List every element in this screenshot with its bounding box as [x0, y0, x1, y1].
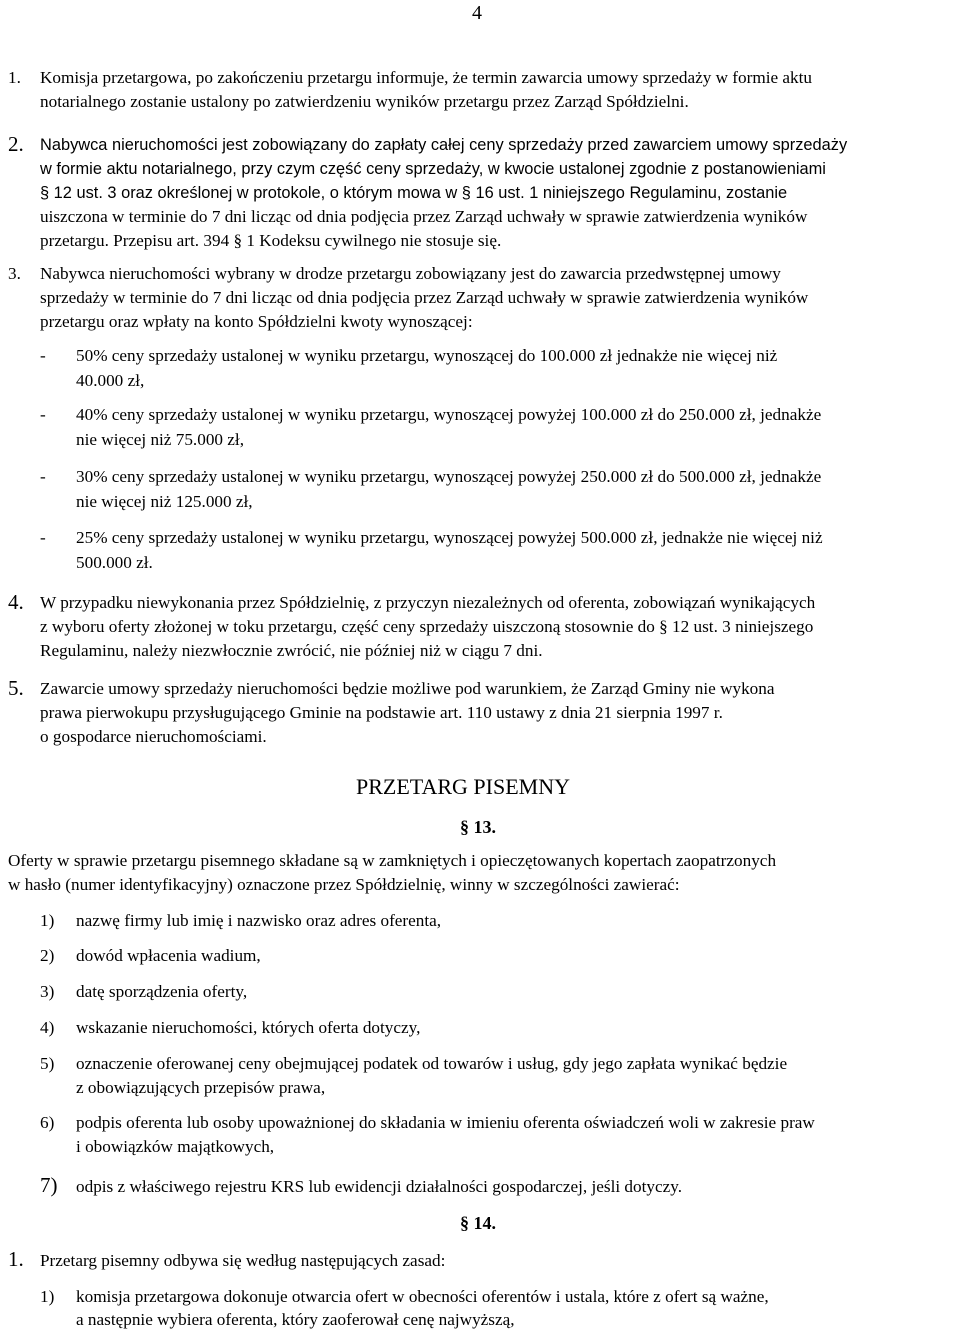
text-line: Zawarcie umowy sprzedaży nieruchomości będzie możliwe pod warunkiem, że Zarząd Gminy nie wykona	[40, 679, 775, 698]
text-line: 30% ceny sprzedaży ustalonej w wyniku przetargu, wynoszącej powyżej 250.000 zł do 500.000 zł, jednakże	[76, 467, 822, 486]
text-line: 50% ceny sprzedaży ustalonej w wyniku przetargu, wynoszącej do 100.000 zł jednakże nie więcej niż	[76, 346, 778, 365]
text-line: § 12 ust. 3 oraz określonej w protokole, o którym mowa w § 16 ust. 1 niniejszego Regulaminu, zostanie	[40, 184, 788, 202]
text-line: 40.000 zł,	[76, 371, 145, 390]
page-number: 4	[472, 2, 482, 24]
item-number: 3.	[8, 264, 21, 283]
text-line: dowód wpłacenia wadium,	[76, 946, 261, 965]
text-line: przetargu oraz wpłaty na konto Spółdzielni kwoty wynoszącej:	[40, 312, 473, 331]
text-line: Komisja przetargowa, po zakończeniu przetargu informuje, że termin zawarcia umowy sprzedaży w formie aktu	[40, 68, 813, 87]
text-line: Regulaminu, należy niezwłocznie zwrócić, nie później niż w ciągu 7 dni.	[40, 641, 543, 660]
item-number: 2.	[8, 132, 24, 156]
text-line: sprzedaży w terminie do 7 dni licząc od dnia podjęcia przez Zarząd uchwały w sprawie zatwierdzenia wyników	[40, 288, 809, 307]
list-number: 3)	[40, 982, 55, 1001]
dash-marker: -	[40, 405, 46, 424]
text-line: datę sporządzenia oferty,	[76, 982, 248, 1001]
item-number: 1.	[8, 68, 21, 87]
section-14-label: § 14.	[460, 1213, 496, 1233]
list-number: 7)	[40, 1173, 58, 1197]
text-line: 40% ceny sprzedaży ustalonej w wyniku przetargu, wynoszącej powyżej 100.000 zł do 250.000 zł, jednakże	[76, 405, 822, 424]
text-line: z obowiązujących przepisów prawa,	[76, 1078, 326, 1097]
text-line: Nabywca nieruchomości jest zobowiązany do zapłaty całej ceny sprzedaży przed zawarciem umowy sprzedaży	[40, 136, 848, 154]
text-line: W przypadku niewykonania przez Spółdzielnię, z przyczyn niezależnych od oferenta, zobowiązań wynikających	[40, 593, 816, 612]
text-line: notarialnego zostanie ustalony po zatwierdzeniu wyników przetargu przez Zarząd Spółdzielni.	[40, 92, 689, 111]
list-number: 1)	[40, 1287, 55, 1306]
text-line: Przetarg pisemny odbywa się według następujących zasad:	[40, 1251, 446, 1270]
item-number: 5.	[8, 676, 24, 700]
list-number: 1)	[40, 911, 55, 930]
text-line: 25% ceny sprzedaży ustalonej w wyniku przetargu, wynoszącej powyżej 500.000 zł, jednakże nie więcej niż	[76, 528, 823, 547]
dash-marker: -	[40, 528, 46, 547]
text-line: i obowiązków majątkowych,	[76, 1137, 275, 1156]
text-line: 500.000 zł.	[76, 553, 153, 572]
text-line: odpis z właściwego rejestru KRS lub ewidencji działalności gospodarczej, jeśli dotyczy.	[76, 1177, 683, 1196]
text-line: w formie aktu notarialnego, przy czym część ceny sprzedaży, w kwocie ustalonej zgodnie z postanowieniami	[40, 160, 826, 178]
text-line: nie więcej niż 75.000 zł,	[76, 430, 244, 449]
text-line: Nabywca nieruchomości wybrany w drodze przetargu zobowiązany jest do zawarcia przedwstępnej umowy	[40, 264, 781, 283]
text-line: z wyboru oferty złożonej w toku przetargu, część ceny sprzedaży uiszczoną stosownie do § 12 ust. 3 niniejszego	[40, 617, 814, 636]
text-line: a następnie wybiera oferenta, który zaoferował cenę najwyższą,	[76, 1310, 515, 1329]
list-number: 2)	[40, 946, 55, 965]
text-line: nazwę firmy lub imię i nazwisko oraz adres oferenta,	[76, 911, 442, 930]
list-number: 4)	[40, 1018, 55, 1037]
dash-marker: -	[40, 467, 46, 486]
list-number: 5)	[40, 1054, 55, 1073]
dash-marker: -	[40, 346, 46, 365]
section-heading: PRZETARG PISEMNY	[356, 774, 570, 799]
text-line: uiszczona w terminie do 7 dni licząc od dnia podjęcia przez Zarząd uchwały w sprawie zatwierdzenia wyników	[40, 207, 808, 226]
text-line: nie więcej niż 125.000 zł,	[76, 492, 253, 511]
text-line: oznaczenie oferowanej ceny obejmującej podatek od towarów i usług, gdy jego zapłata wynikać będzie	[76, 1054, 788, 1073]
text-line: o gospodarce nieruchomościami.	[40, 727, 267, 746]
item-number: 1.	[8, 1247, 24, 1271]
list-number: 6)	[40, 1113, 55, 1132]
text-line: komisja przetargowa dokonuje otwarcia ofert w obecności oferentów i ustala, które z ofert są ważne,	[76, 1287, 769, 1306]
text-line: w hasło (numer identyfikacyjny) oznaczone przez Spółdzielnię, winny w szczególności zawierać:	[8, 875, 680, 894]
text-line: prawa pierwokupu przysługującego Gminie na podstawie art. 110 ustawy z dnia 21 sierpnia 1997 r.	[40, 703, 723, 722]
item-number: 4.	[8, 590, 24, 614]
section-13-label: § 13.	[460, 817, 496, 837]
text-line: Oferty w sprawie przetargu pisemnego składane są w zamkniętych i opieczętowanych kopertach zaopatrzonych	[8, 851, 777, 870]
text-line: przetargu. Przepisu art. 394 § 1 Kodeksu cywilnego nie stosuje się.	[40, 231, 502, 250]
text-line: podpis oferenta lub osoby upoważnionej do składania w imieniu oferenta oświadczeń woli w zakresie praw	[76, 1113, 815, 1132]
text-line: wskazanie nieruchomości, których oferta dotyczy,	[76, 1018, 421, 1037]
